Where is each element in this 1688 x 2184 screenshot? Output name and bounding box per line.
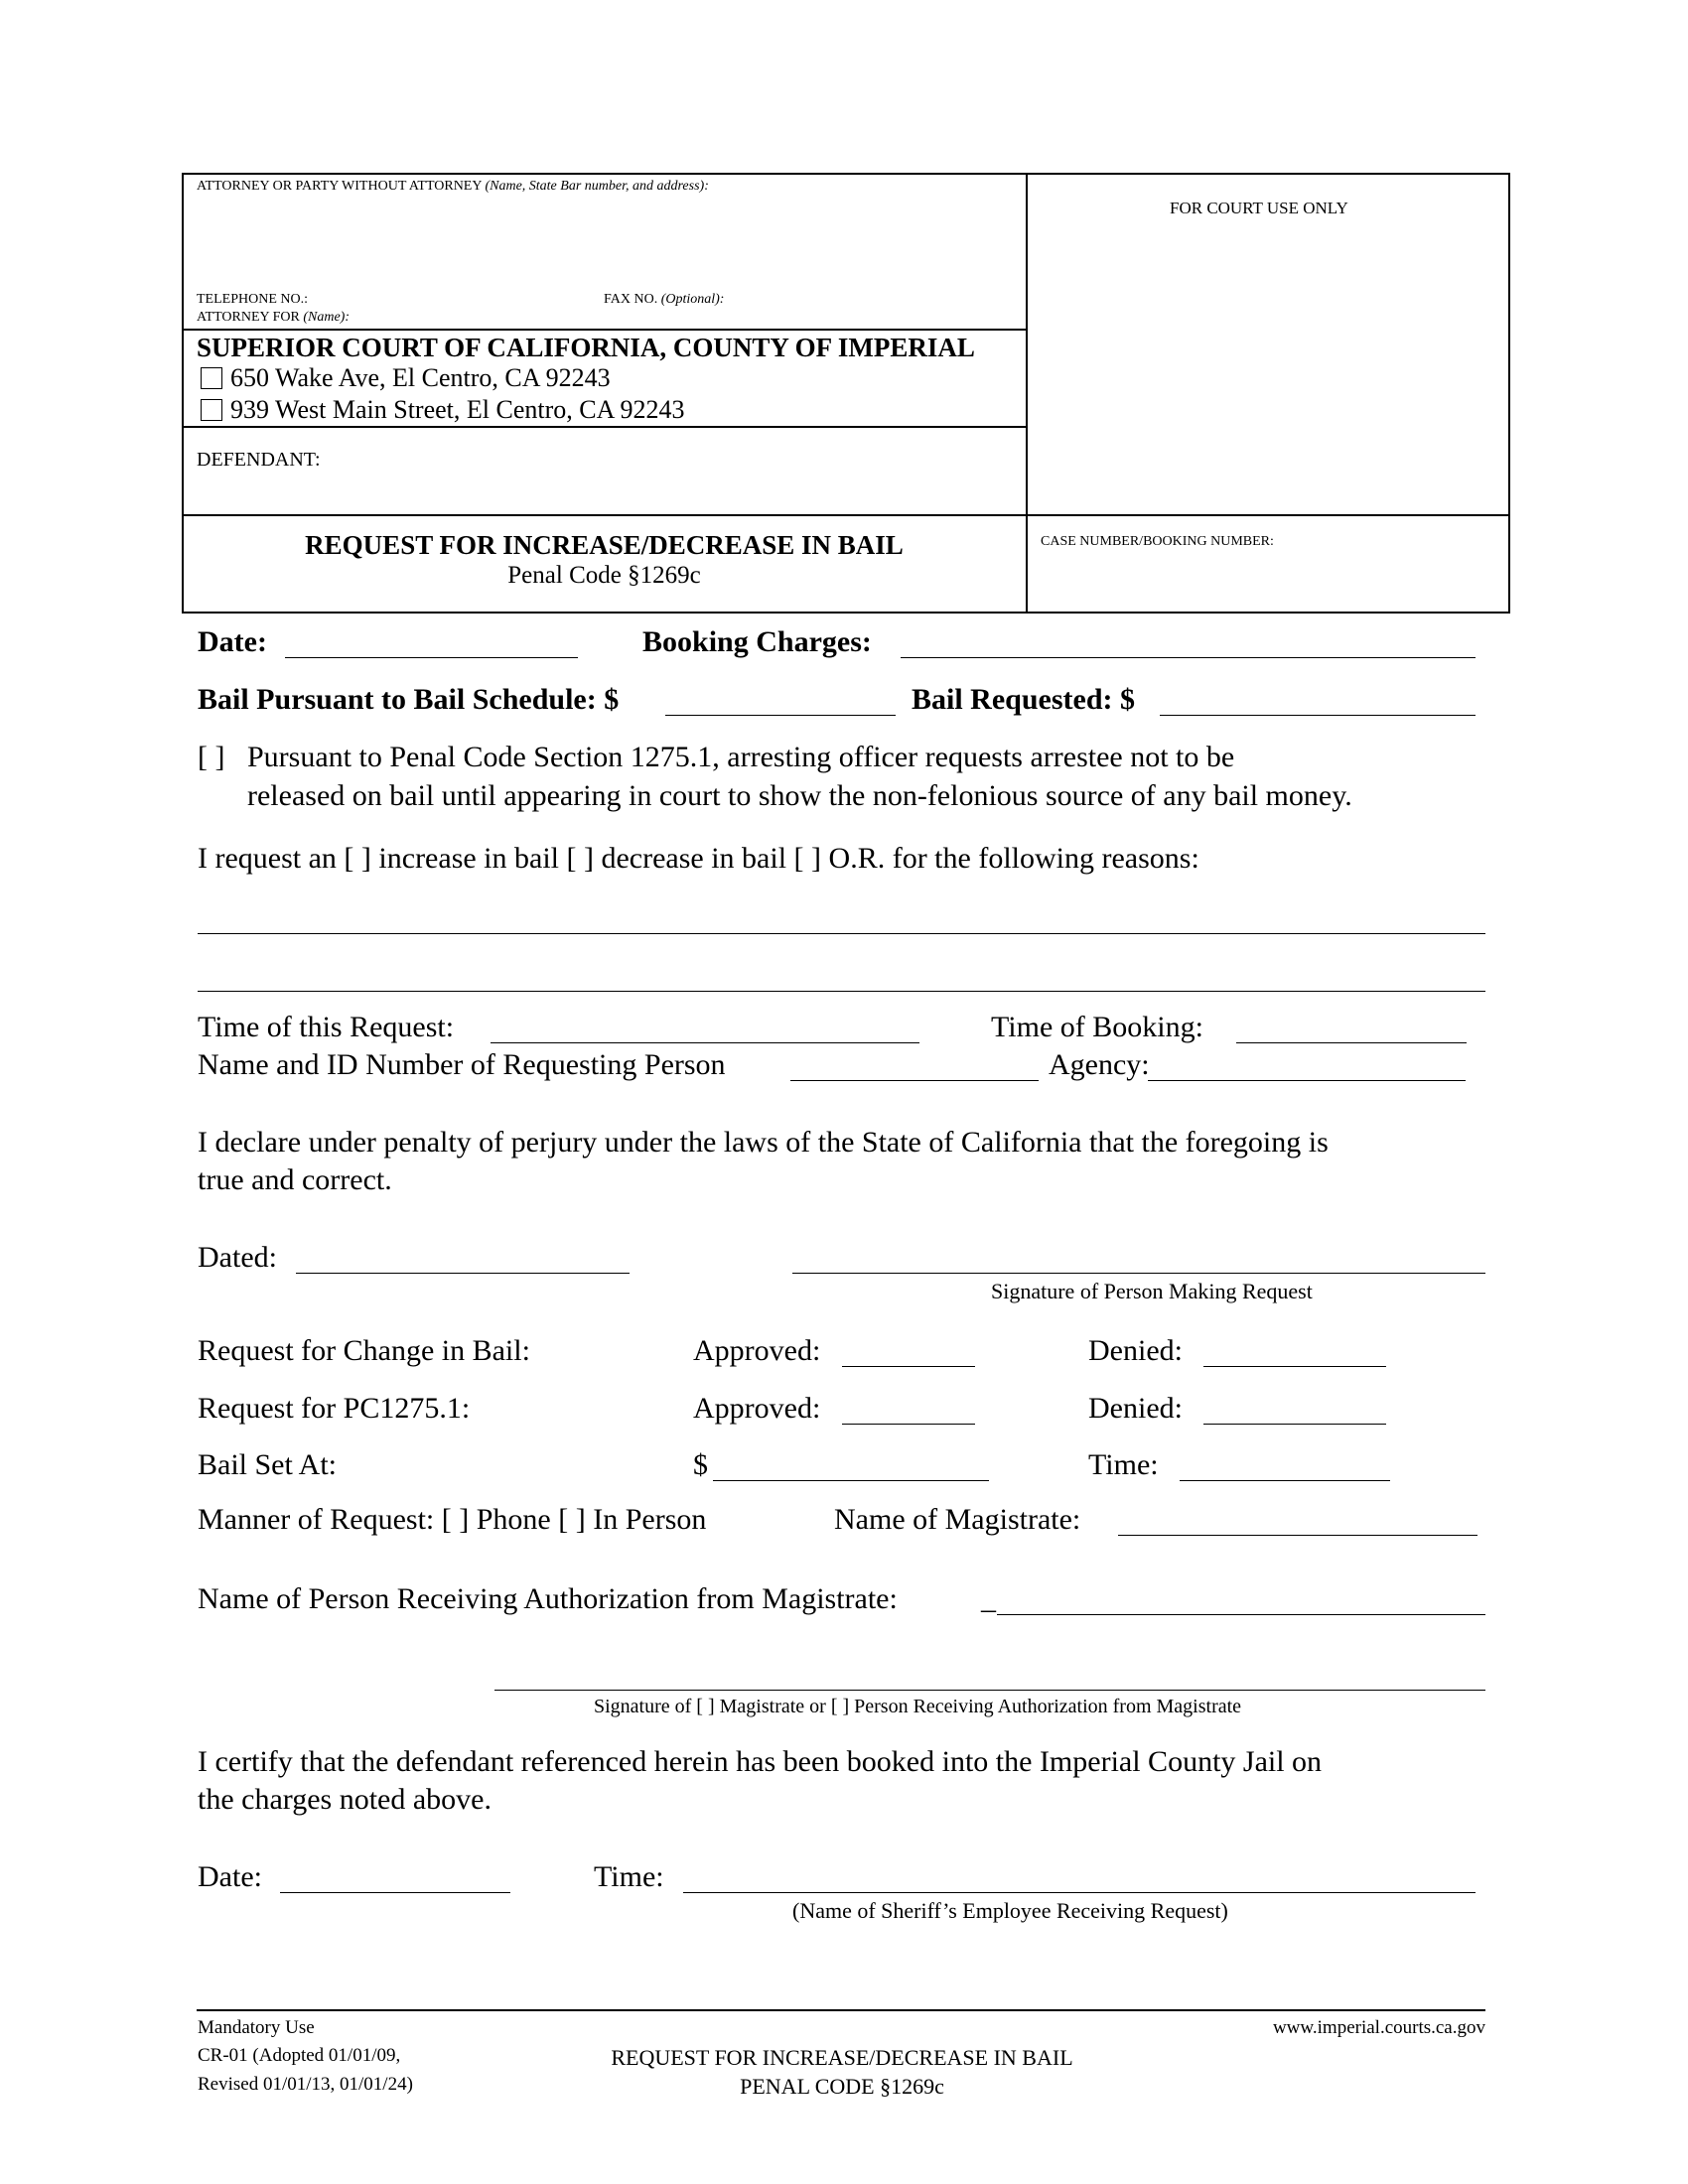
pc-request-approved-label: Approved: — [693, 1392, 821, 1425]
time-of-booking-label: Time of Booking: — [991, 1011, 1203, 1043]
court-name: SUPERIOR COURT OF CALIFORNIA, COUNTY OF IMPERIAL — [197, 333, 975, 362]
certify-date-label: Date: — [198, 1860, 262, 1893]
bail-requested-input[interactable] — [1160, 715, 1476, 716]
footer-mandatory: Mandatory Use — [198, 2017, 315, 2038]
footer-title-1: REQUEST FOR INCREASE/DECREASE IN BAIL — [611, 2045, 1073, 2070]
request-type-line[interactable]: I request an [ ] increase in bail [ ] decrease in bail [ ] O.R. for the following reasons: — [198, 842, 1199, 875]
change-bail-label: Request for Change in Bail: — [198, 1334, 530, 1367]
case-number-field[interactable]: CASE NUMBER/BOOKING NUMBER: — [1041, 534, 1274, 549]
attorney-label: ATTORNEY OR PARTY WITHOUT ATTORNEY — [197, 179, 482, 194]
attorney-field[interactable] — [197, 179, 709, 195]
change-bail-denied-input[interactable] — [1203, 1366, 1386, 1367]
form-subtitle: Penal Code §1269c — [507, 562, 701, 589]
caption-divider-title — [182, 514, 1510, 516]
bail-schedule-label: Bail Pursuant to Bail Schedule: $ — [198, 683, 620, 716]
receiving-person-label: Name of Person Receiving Authorization from Magistrate: — [198, 1582, 898, 1615]
signature-request-caption: Signature of Person Making Request — [991, 1279, 1313, 1303]
footer-form-id: CR-01 (Adopted 01/01/09, — [198, 2045, 401, 2066]
magistrate-input[interactable] — [1118, 1535, 1477, 1536]
attorney-for-field[interactable] — [197, 310, 350, 326]
requesting-person-input[interactable] — [790, 1080, 1039, 1081]
address-option-2[interactable] — [201, 395, 684, 425]
pc1275-line1: Pursuant to Penal Code Section 1275.1, arresting officer requests arrestee not to be — [247, 741, 1235, 773]
magistrate-label: Name of Magistrate: — [834, 1503, 1081, 1536]
receiving-person-input[interactable] — [997, 1614, 1485, 1615]
sheriff-caption: (Name of Sheriff’s Employee Receiving Request) — [792, 1898, 1228, 1923]
bail-set-label: Bail Set At: — [198, 1448, 338, 1481]
pc-request-label: Request for PC1275.1: — [198, 1392, 471, 1425]
address1-label: 650 Wake Ave, El Centro, CA 92243 — [230, 363, 611, 392]
certify-time-label: Time: — [594, 1860, 664, 1893]
footer-title-2: PENAL CODE §1269c — [740, 2074, 944, 2099]
fax-hint: (Optional): — [660, 292, 725, 307]
booking-charges-label: Booking Charges: — [642, 625, 872, 658]
fax-field[interactable] — [604, 292, 724, 308]
declaration-line2: true and correct. — [198, 1163, 392, 1196]
attorney-hint: (Name, State Bar number, and address): — [485, 179, 709, 194]
pc1275-line2: released on bail until appearing in court to show the non-felonious source of any bail money. — [247, 779, 1352, 812]
date-label: Date: — [198, 625, 267, 658]
pc1275-checkbox[interactable]: [ ] — [198, 741, 225, 773]
bail-set-dollar: $ — [693, 1448, 708, 1481]
reasons-line-2[interactable] — [198, 991, 1485, 992]
receiving-person-mark: _ — [981, 1582, 996, 1615]
attorney-for-label: ATTORNEY FOR — [197, 310, 300, 325]
defendant-field[interactable]: DEFENDANT: — [197, 449, 321, 471]
attorney-for-hint: (Name): — [303, 310, 351, 325]
agency-label: Agency: — [1049, 1048, 1150, 1081]
certify-line1: I certify that the defendant referenced herein has been booked into the Imperial County Jail on — [198, 1745, 1323, 1778]
requesting-person-label: Name and ID Number of Requesting Person — [198, 1048, 726, 1081]
change-bail-denied-label: Denied: — [1088, 1334, 1183, 1367]
certify-line2: the charges noted above. — [198, 1783, 492, 1816]
booking-charges-input[interactable] — [901, 657, 1476, 658]
telephone-field[interactable]: TELEPHONE NO.: — [197, 292, 308, 307]
time-of-request-input[interactable] — [491, 1042, 919, 1043]
signature-magistrate-caption: Signature of [ ] Magistrate or [ ] Person Receiving Authorization from Magistrate — [594, 1696, 1242, 1717]
pc-request-denied-label: Denied: — [1088, 1392, 1183, 1425]
fax-label: FAX NO. — [604, 292, 658, 307]
caption-divider-court — [182, 426, 1027, 428]
bail-requested-label: Bail Requested: $ — [912, 683, 1135, 716]
footer-revised: Revised 01/01/13, 01/01/24) — [198, 2074, 413, 2095]
date-input[interactable] — [285, 657, 578, 658]
pc-request-denied-input[interactable] — [1203, 1424, 1386, 1425]
bail-set-time-input[interactable] — [1180, 1480, 1390, 1481]
time-of-request-label: Time of this Request: — [198, 1011, 455, 1043]
bail-set-time-label: Time: — [1088, 1448, 1159, 1481]
time-of-booking-input[interactable] — [1236, 1042, 1467, 1043]
signature-request-line[interactable] — [792, 1273, 1485, 1274]
address2-checkbox[interactable] — [201, 399, 222, 421]
dated-input[interactable] — [296, 1273, 630, 1274]
form-title: REQUEST FOR INCREASE/DECREASE IN BAIL — [305, 530, 904, 560]
address1-checkbox[interactable] — [201, 367, 222, 389]
footer-rule — [197, 2009, 1485, 2011]
change-bail-approved-label: Approved: — [693, 1334, 821, 1367]
certify-date-input[interactable] — [280, 1892, 510, 1893]
change-bail-approved-input[interactable] — [842, 1366, 975, 1367]
dated-label: Dated: — [198, 1241, 277, 1274]
footer-url[interactable]: www.imperial.courts.ca.gov — [1272, 2017, 1485, 2038]
signature-magistrate-line[interactable] — [494, 1690, 1485, 1691]
court-use-label: FOR COURT USE ONLY — [1170, 199, 1348, 217]
reasons-line-1[interactable] — [198, 933, 1485, 934]
address-option-1[interactable] — [201, 363, 611, 393]
caption-divider-attorney — [182, 329, 1027, 331]
address2-label: 939 West Main Street, El Centro, CA 92243 — [230, 395, 685, 424]
bail-schedule-input[interactable] — [665, 715, 896, 716]
agency-input[interactable] — [1148, 1080, 1466, 1081]
pc-request-approved-input[interactable] — [842, 1424, 975, 1425]
certify-time-input[interactable] — [683, 1892, 1476, 1893]
manner-of-request[interactable]: Manner of Request: [ ] Phone [ ] In Person — [198, 1503, 707, 1536]
declaration-line1: I declare under penalty of perjury under the laws of the State of California that the foregoing is — [198, 1126, 1329, 1159]
bail-set-input[interactable] — [713, 1480, 989, 1481]
